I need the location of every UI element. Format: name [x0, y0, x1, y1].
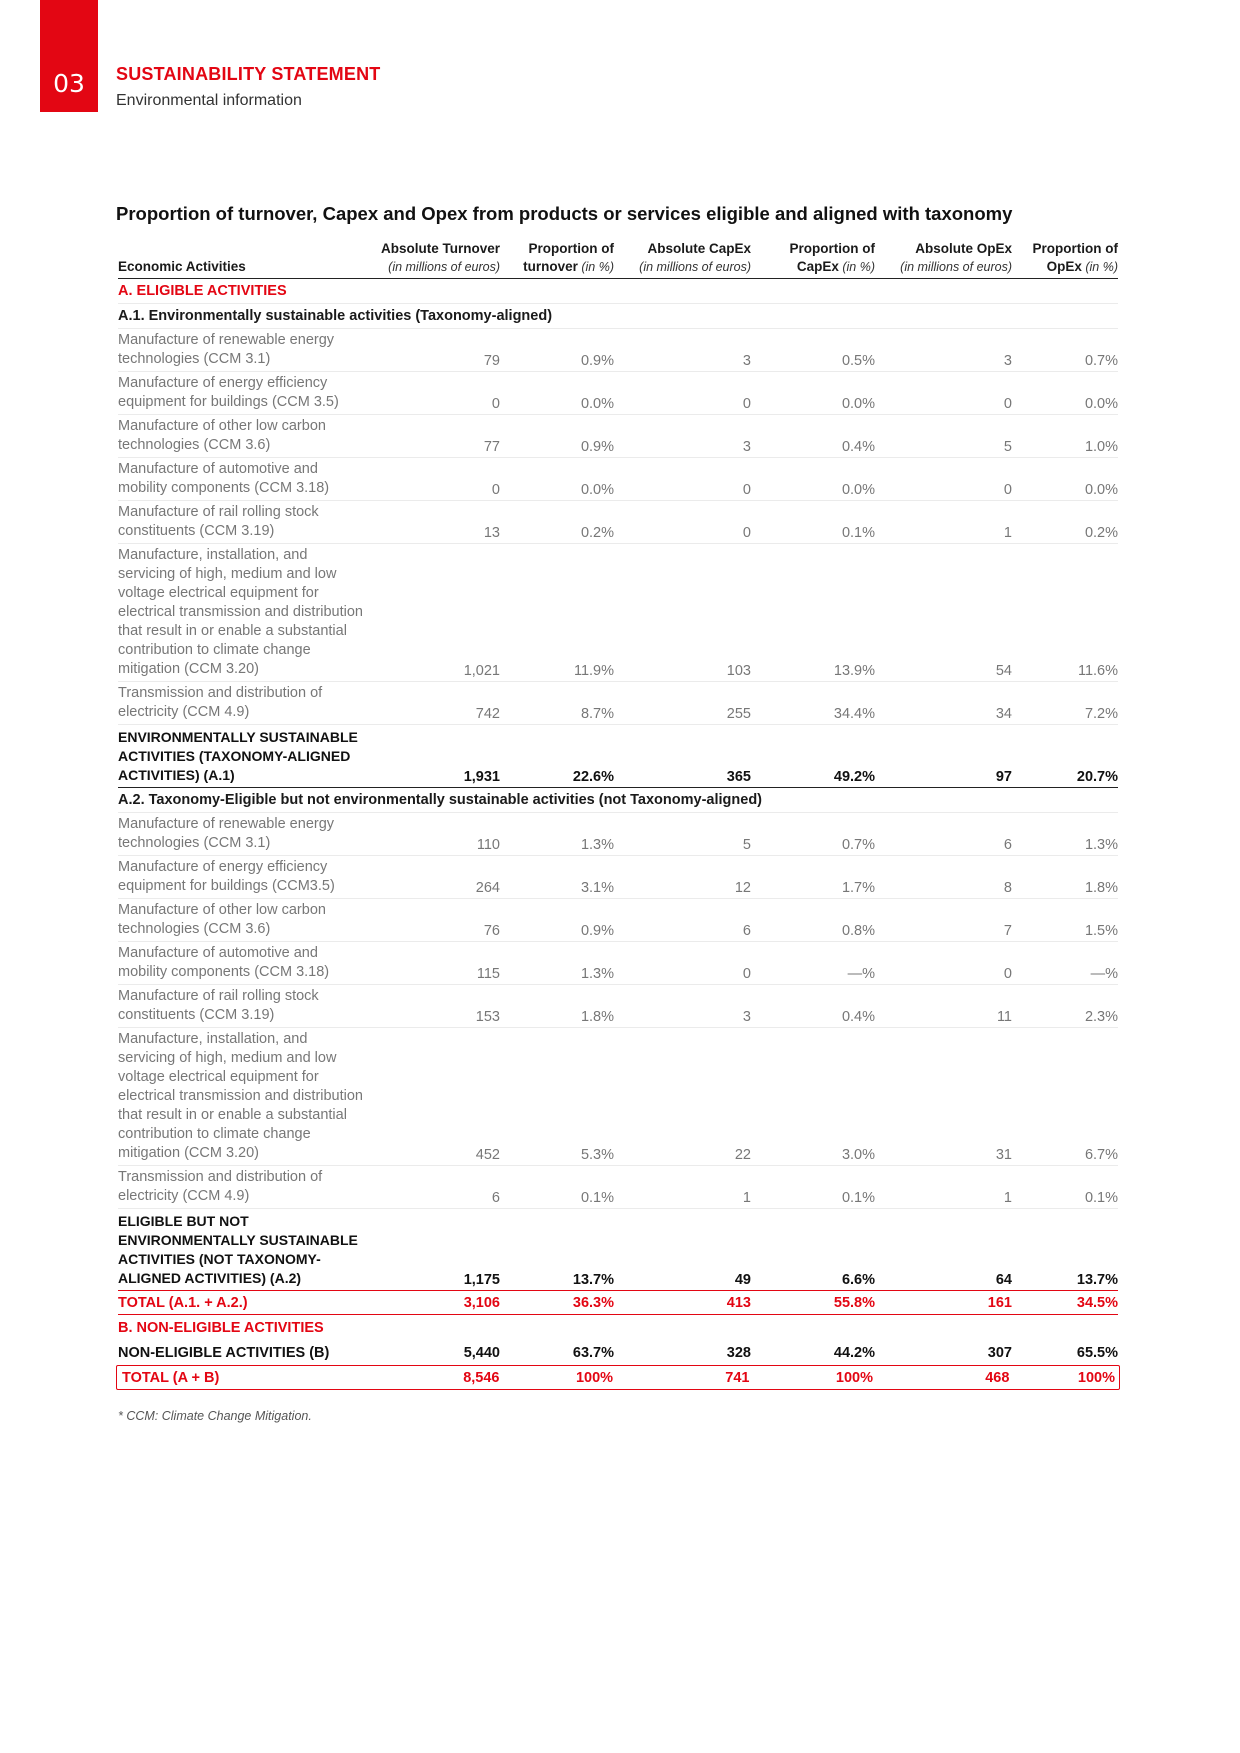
row-opex-pct: 1.3% — [1084, 837, 1118, 853]
table-header — [118, 236, 1118, 279]
row-opex-pct: 0.0% — [1084, 482, 1118, 498]
total-ab-row — [116, 1365, 1120, 1390]
row-capex: 3 — [742, 1009, 751, 1025]
row-capex-pct: 0.7% — [841, 837, 875, 853]
row-turnover: 110 — [476, 837, 500, 853]
row-capex-pct: 6.6% — [841, 1272, 875, 1288]
row-activity: Manufacture of other low carbon technologies (CCM 3.6) — [118, 902, 326, 937]
row-turnover: 0 — [491, 396, 500, 412]
row-opex: 97 — [995, 769, 1012, 785]
section-b-label: B. NON-ELIGIBLE ACTIVITIES — [118, 1319, 324, 1336]
row-activity: Manufacture of rail rolling stock constituents (CCM 3.19) — [118, 504, 319, 539]
table-title: Proportion of turnover, Capex and Opex from products or services eligible and aligned with taxonomy — [116, 203, 1013, 224]
row-activity: Manufacture, installation, and servicing of high, medium and low voltage electrical equipment for electrical transmission and distribution that result in or enable a substantial contribution to climate change mitigation (CCM 3.20) — [118, 1031, 363, 1161]
row-opex-pct: 0.0% — [1084, 396, 1118, 412]
table-row — [118, 329, 1118, 372]
row-turnover: 5,440 — [463, 1344, 500, 1361]
table-row — [118, 942, 1118, 985]
row-turnover-pct: 13.7% — [572, 1272, 614, 1288]
row-opex: 307 — [987, 1344, 1012, 1361]
row-capex: 6 — [742, 923, 751, 939]
row-capex-pct: 0.4% — [841, 1009, 875, 1025]
row-turnover-pct: 63.7% — [572, 1344, 614, 1361]
header-absolute-capex: Absolute CapEx (in millions of euros) — [639, 241, 751, 274]
header-proportion-opex: Proportion of OpEx (in %) — [1032, 241, 1118, 274]
section-a-label: A. ELIGIBLE ACTIVITIES — [118, 283, 287, 299]
header-absolute-opex: Absolute OpEx (in millions of euros) — [900, 241, 1012, 274]
row-capex-pct: 55.8% — [833, 1294, 875, 1311]
row-activity: Manufacture of energy efficiency equipment for buildings (CCM3.5) — [118, 859, 335, 894]
row-opex: 0 — [1003, 396, 1012, 412]
row-turnover-pct: 22.6% — [572, 769, 614, 785]
row-opex-pct: 2.3% — [1084, 1009, 1118, 1025]
row-turnover-pct: 1.3% — [580, 837, 614, 853]
row-capex-pct: 1.7% — [841, 880, 875, 896]
total-a-row — [118, 1290, 1118, 1315]
section-title: SUSTAINABILITY STATEMENT — [116, 64, 381, 84]
table-row — [118, 1166, 1118, 1209]
row-opex-pct: 0.7% — [1084, 353, 1118, 369]
row-turnover-pct: 0.0% — [580, 396, 614, 412]
row-opex: 1 — [1003, 525, 1012, 541]
a2-total-row — [118, 1209, 1118, 1290]
row-turnover: 13 — [483, 525, 500, 541]
row-capex-pct: 0.8% — [841, 923, 875, 939]
table-row — [118, 415, 1118, 458]
table-row — [118, 899, 1118, 942]
row-opex: 0 — [1003, 966, 1012, 982]
row-capex: 3 — [742, 353, 751, 369]
row-activity: Manufacture, installation, and servicing of high, medium and low voltage electrical equipment for electrical transmission and distribution that result in or enable a substantial contribution to climate change mitigation (CCM 3.20) — [118, 547, 363, 677]
row-capex-pct: 0.1% — [841, 525, 875, 541]
row-turnover: 0 — [491, 482, 500, 498]
row-capex-pct: 3.0% — [841, 1147, 875, 1163]
row-capex-pct: 0.0% — [841, 482, 875, 498]
row-activity: Transmission and distribution of electricity (CCM 4.9) — [118, 685, 323, 720]
table-row — [118, 813, 1118, 856]
row-turnover-pct: 0.2% — [580, 525, 614, 541]
row-capex: 49 — [734, 1272, 751, 1288]
row-activity: Manufacture of renewable energy technologies (CCM 3.1) — [118, 332, 335, 367]
row-capex: 0 — [742, 396, 751, 412]
row-turnover-pct: 11.9% — [573, 663, 614, 679]
row-turnover-pct: 5.3% — [580, 1147, 614, 1163]
row-opex-pct: —% — [1090, 966, 1118, 982]
row-turnover-pct: 0.9% — [580, 439, 614, 455]
row-turnover-pct: 1.3% — [580, 966, 614, 982]
row-turnover: 76 — [483, 923, 500, 939]
row-opex: 468 — [985, 1369, 1010, 1386]
row-capex: 103 — [726, 663, 751, 679]
row-capex: 0 — [742, 482, 751, 498]
row-activity: Manufacture of automotive and mobility components (CCM 3.18) — [118, 461, 330, 496]
row-turnover: 1,931 — [463, 769, 500, 785]
header-economic-activities: Economic Activities — [118, 259, 246, 274]
row-activity: Manufacture of renewable energy technologies (CCM 3.1) — [118, 816, 335, 851]
row-opex: 0 — [1003, 482, 1012, 498]
row-opex: 1 — [1003, 1190, 1012, 1206]
row-opex: 161 — [987, 1294, 1012, 1311]
row-capex: 365 — [726, 769, 751, 785]
row-opex: 5 — [1003, 439, 1012, 455]
row-turnover: 452 — [475, 1147, 500, 1163]
section-b-row — [118, 1315, 1118, 1340]
row-capex-pct: 34.4% — [833, 706, 875, 722]
table-row — [118, 1028, 1118, 1166]
row-opex: 54 — [995, 663, 1012, 679]
row-opex-pct: 13.7% — [1076, 1272, 1118, 1288]
row-turnover: 264 — [475, 880, 500, 896]
row-opex-pct: 1.0% — [1084, 439, 1118, 455]
row-capex: 741 — [725, 1369, 750, 1386]
row-opex-pct: 65.5% — [1076, 1344, 1118, 1361]
row-turnover: 153 — [475, 1009, 500, 1025]
row-turnover: 3,106 — [463, 1294, 500, 1311]
header-absolute-turnover: Absolute Turnover (in millions of euros) — [380, 241, 500, 274]
a2-rows — [118, 813, 1118, 1209]
row-activity: ENVIRONMENTALLY SUSTAINABLE ACTIVITIES (TAXONOMY-ALIGNED ACTIVITIES) (A.1) — [118, 729, 358, 783]
row-capex-pct: 0.0% — [841, 396, 875, 412]
chapter-badge — [40, 0, 98, 112]
row-turnover: 1,021 — [463, 663, 500, 679]
row-activity: Manufacture of rail rolling stock constituents (CCM 3.19) — [118, 988, 319, 1023]
header-proportion-capex: Proportion of CapEx (in %) — [789, 241, 875, 274]
row-opex-pct: 1.5% — [1084, 923, 1118, 939]
row-turnover-pct: 8.7% — [580, 706, 614, 722]
a1-heading: A.1. Environmentally sustainable activities (Taxonomy-aligned) — [118, 308, 553, 324]
row-opex-pct: 0.2% — [1084, 525, 1118, 541]
row-capex-pct: 0.5% — [841, 353, 875, 369]
row-opex-pct: 7.2% — [1084, 706, 1118, 722]
row-opex-pct: 11.6% — [1077, 663, 1118, 679]
row-opex: 64 — [995, 1272, 1012, 1288]
table-row — [118, 985, 1118, 1028]
row-turnover-pct: 0.0% — [580, 482, 614, 498]
a1-rows — [118, 329, 1118, 725]
row-turnover-pct: 1.8% — [580, 1009, 614, 1025]
row-turnover-pct: 3.1% — [580, 880, 614, 896]
row-opex: 6 — [1003, 837, 1012, 853]
row-capex-pct: 100% — [835, 1369, 873, 1386]
row-opex-pct: 20.7% — [1076, 769, 1118, 785]
row-capex-pct: 13.9% — [833, 663, 875, 679]
row-capex: 328 — [726, 1344, 751, 1361]
row-capex-pct: —% — [847, 966, 875, 982]
row-opex: 8 — [1003, 880, 1012, 896]
row-capex: 12 — [734, 880, 751, 896]
row-turnover-pct: 0.9% — [580, 353, 614, 369]
row-opex-pct: 1.8% — [1084, 880, 1118, 896]
row-turnover-pct: 0.1% — [580, 1190, 614, 1206]
row-turnover: 77 — [483, 439, 500, 455]
row-activity: ELIGIBLE BUT NOT ENVIRONMENTALLY SUSTAINABLE ACTIVITIES (NOT TAXONOMY-ALIGNED ACTIVITIES) (A.2) — [118, 1213, 358, 1286]
row-capex: 255 — [726, 706, 751, 722]
row-turnover: 79 — [483, 353, 500, 369]
row-capex-pct: 49.2% — [833, 769, 875, 785]
row-activity: Manufacture of energy efficiency equipment for buildings (CCM 3.5) — [118, 375, 339, 410]
table-row — [118, 501, 1118, 544]
table-row — [118, 458, 1118, 501]
row-opex-pct: 0.1% — [1084, 1190, 1118, 1206]
row-turnover-pct: 0.9% — [580, 923, 614, 939]
a1-total-row — [118, 725, 1118, 788]
row-turnover: 8,546 — [463, 1369, 500, 1386]
row-activity: TOTAL (A.1. + A.2.) — [118, 1294, 248, 1311]
table-row — [118, 682, 1118, 725]
row-opex-pct: 100% — [1077, 1369, 1116, 1386]
row-capex: 5 — [742, 837, 751, 853]
row-turnover: 742 — [475, 706, 500, 722]
row-capex-pct: 44.2% — [833, 1344, 875, 1361]
row-opex: 11 — [996, 1009, 1012, 1025]
row-turnover: 1,175 — [463, 1272, 500, 1288]
non-eligible-row — [118, 1340, 1118, 1365]
row-capex: 0 — [742, 966, 751, 982]
row-activity: Manufacture of other low carbon technologies (CCM 3.6) — [118, 418, 326, 453]
row-activity: TOTAL (A + B) — [122, 1369, 220, 1386]
row-turnover: 115 — [476, 966, 500, 982]
taxonomy-table — [118, 236, 1118, 1390]
row-turnover: 6 — [491, 1190, 500, 1206]
row-activity: Transmission and distribution of electricity (CCM 4.9) — [118, 1169, 323, 1204]
a2-heading-row — [118, 788, 1118, 813]
chapter-number: 03 — [53, 69, 85, 98]
a2-heading: A.2. Taxonomy-Eligible but not environmentally sustainable activities (not Taxonomy-aligned) — [118, 792, 763, 808]
row-opex: 7 — [1003, 923, 1012, 939]
table-row — [118, 372, 1118, 415]
row-turnover-pct: 36.3% — [572, 1294, 614, 1311]
row-opex: 3 — [1003, 353, 1012, 369]
row-opex-pct: 34.5% — [1076, 1294, 1118, 1311]
row-opex: 34 — [995, 706, 1012, 722]
row-capex: 22 — [734, 1147, 751, 1163]
row-capex-pct: 0.4% — [841, 439, 875, 455]
row-capex: 0 — [742, 525, 751, 541]
footnote: * CCM: Climate Change Mitigation. — [118, 1409, 312, 1423]
row-capex: 3 — [742, 439, 751, 455]
row-activity: NON-ELIGIBLE ACTIVITIES (B) — [118, 1344, 330, 1361]
row-opex-pct: 6.7% — [1084, 1147, 1118, 1163]
table-row — [118, 856, 1118, 899]
section-subtitle: Environmental information — [116, 92, 302, 109]
row-capex: 413 — [726, 1294, 751, 1311]
section-a-row — [118, 279, 1118, 304]
a1-heading-row — [118, 304, 1118, 329]
row-capex: 1 — [742, 1190, 751, 1206]
row-activity: Manufacture of automotive and mobility components (CCM 3.18) — [118, 945, 330, 980]
row-turnover-pct: 100% — [575, 1369, 614, 1386]
row-capex-pct: 0.1% — [841, 1190, 875, 1206]
table-row — [118, 544, 1118, 682]
row-opex: 31 — [995, 1147, 1012, 1163]
header-proportion-turnover: Proportion of turnover (in %) — [523, 241, 614, 274]
